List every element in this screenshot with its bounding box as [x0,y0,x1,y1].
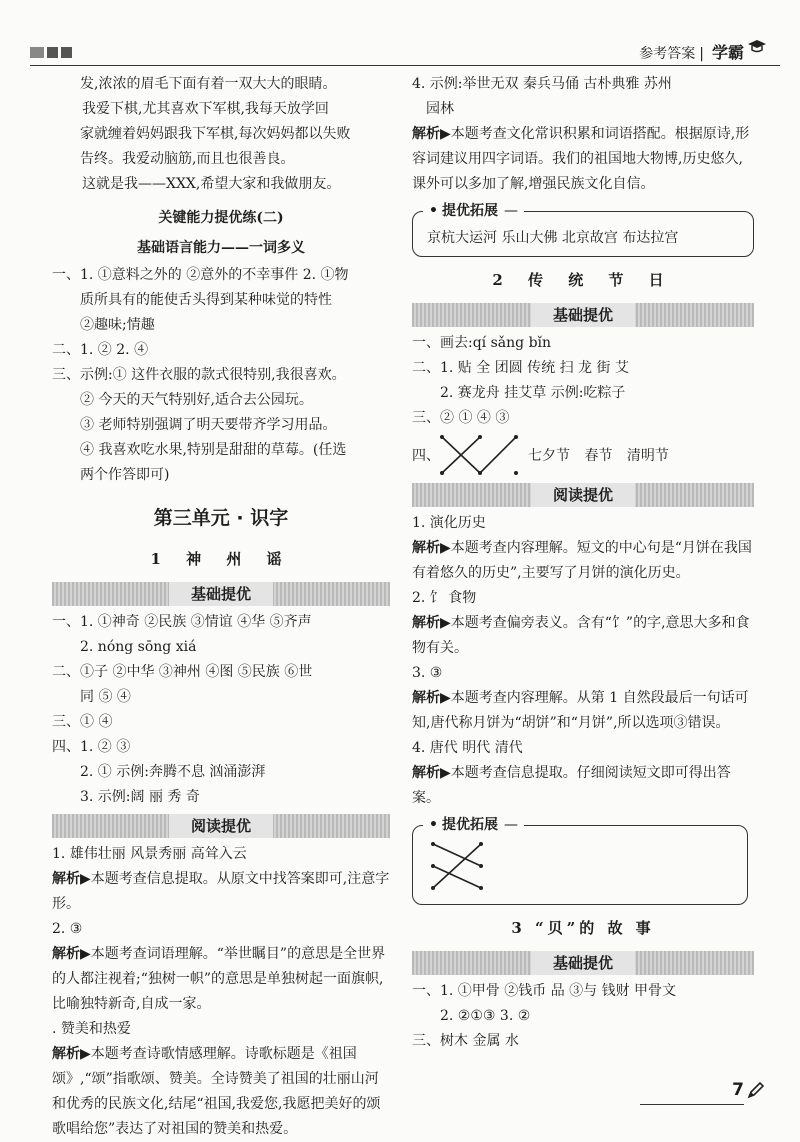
answer-line: 2. nóng sōng xiá [80,639,197,655]
answer-line: 两个作答即可) [80,467,170,483]
section-band [412,483,754,507]
analysis-text: ▶本题考查文化常识积累和词语搭配。根据原诗,形容词建议用四字词语。我们的祖国地大物博,历史悠久,课外可以多加了解,增强民族文化自信。 [412,126,750,192]
extension-label: • 提优拓展 — [423,814,524,836]
analysis-label: 解析 [412,540,440,556]
header-separator: | [699,46,704,62]
graduation-cap-icon [748,38,766,54]
section-band [412,951,754,975]
section-band-label: 阅读提优 [531,483,635,507]
analysis-paragraph [412,122,754,197]
analysis-label: 解析 [52,1046,80,1062]
extension-box [412,817,748,905]
analysis-paragraph [412,761,754,811]
unit-title: 第三单元 · 识字 [153,507,289,529]
page-header [30,38,780,66]
text-line: 告终。我爱动脑筋,而且也很善良。 [80,151,295,167]
header-rule [30,65,780,66]
answer-line: . 赞美和热爱 [52,1021,131,1037]
answer-line: 2. ③ [52,921,83,937]
answer-line: 3. ③ [412,665,443,681]
answer-line: 三、② ① ④ ③ [412,410,510,426]
lesson-title: 3 “贝”的 故 事 [511,919,655,937]
answer-line: 2. 赛龙舟 挂艾草 示例:吃粽子 [440,385,626,401]
answer-line: ② 今天的天气特别好,适合去公园玩。 [80,392,313,408]
lesson-title: 2 传 统 节 日 [492,271,674,289]
text-line: 我爱下棋,尤其喜欢下军棋,我每天放学回 [82,101,329,117]
analysis-label: 解析 [412,615,440,631]
analysis-text: ▶本题考查诗歌情感理解。诗歌标题是《祖国颂》,“颂”指歌颂、赞美。全诗赞美了祖国的壮丽山河和优秀的民族文化,结尾“祖国,我爱您,我愿把美好的颂歌唱给您”表达了对祖国的赞美和热爱。 [52,1046,381,1137]
extension-content: 京杭大运河 乐山大佛 北京故宫 布达拉宫 [427,230,679,246]
analysis-label: 解析 [412,690,440,706]
answer-line: 3. 示例:阔 丽 秀 奇 [80,789,200,805]
answer-line: 三、树木 金属 水 [412,1033,519,1049]
page-number: 7 [732,1080,744,1100]
analysis-paragraph [52,1042,390,1142]
answer-line: 4. 唐代 明代 清代 [412,740,523,756]
section-band-label: 阅读提优 [169,814,273,838]
analysis-paragraph [412,686,754,736]
answer-line: ④ 我喜欢吃水果,特别是甜甜的草莓。(任选 [80,442,347,458]
answer-line: 一、1. ①甲骨 ②钱币 品 ③与 钱财 甲骨文 [412,983,677,999]
matching-answer [412,431,754,479]
analysis-text: ▶本题考查词语理解。“举世瞩目”的意思是全世界的人都注视着;“独树一帜”的意思是单独树起一面旗帜,比喻独特新奇,自成一家。 [52,946,386,1012]
matching-lines-diagram [436,431,520,479]
answer-line: 2. ②①③ 3. ② [440,1008,531,1024]
answer-line: 一、1. ①神奇 ②民族 ③情谊 ④华 ⑤齐声 [52,614,312,630]
analysis-label: 解析 [52,871,80,887]
header-decoration [30,46,75,62]
right-column [412,72,754,1054]
answer-line: 二、1. 贴 全 团圆 传统 扫 龙 街 艾 [412,360,629,376]
answer-line: ③ 老师特别强调了明天要带齐学习用品。 [80,417,337,433]
matching-label: 四、 [412,448,440,464]
analysis-text: ▶本题考查信息提取。从原文中找答案即可,注意字形。 [52,871,390,912]
answer-line: 1. 演化历史 [412,515,486,531]
header-brand: 学霸 [711,43,744,62]
analysis-text: ▶本题考查内容理解。短文的中心句是“月饼在我国有着悠久的历史”,主要写了月饼的演化历史。 [412,540,752,581]
section-band-label: 基础提优 [531,951,635,975]
analysis-text: ▶本题考查内容理解。从第 1 自然段最后一句话可知,唐代称月饼为“胡饼”和“月饼”,所以选项③错误。 [412,690,749,731]
extension-box [412,203,754,257]
practice-subtitle: 基础语言能力——一词多义 [137,240,305,256]
text-line: 这就是我——XXX,希望大家和我做朋友。 [82,176,341,192]
analysis-text: ▶本题考查信息提取。仔细阅读短文即可得出答案。 [412,765,731,806]
header-title: 参考答案 [639,46,696,62]
answer-line: 三、① ④ [52,714,113,730]
answer-line: 质所具有的能使舌头得到某种味觉的特性 [80,292,332,308]
section-band [52,814,390,838]
answer-line: 2. 饣 食物 [412,590,477,606]
answer-line: 二、1. ② 2. ④ [52,342,149,358]
footer-rule [640,1104,744,1105]
extension-label: • 提优拓展 — [423,200,524,222]
answer-line: 一、1. ①意料之外的 ②意外的不幸事件 2. ①物 [52,267,349,283]
section-band [52,582,390,606]
text-line: 发,浓浓的眉毛下面有着一双大大的眼睛。 [80,76,337,92]
answer-line: 4. 示例:举世无双 秦兵马俑 古朴典雅 苏州 [412,76,672,92]
matching-lines-diagram [427,836,487,896]
answer-line: 1. 雄伟壮丽 风景秀丽 高耸入云 [52,846,247,862]
matching-words: 七夕节 春节 清明节 [528,448,669,464]
answer-line: ②趣味;情趣 [80,317,155,333]
analysis-text: ▶本题考查偏旁表义。含有“饣”的字,意思大多和食物有关。 [412,615,750,656]
answer-line: 同 ⑤ ④ [80,689,131,705]
answer-line: 二、①子 ②中华 ③神州 ④图 ⑤民族 ⑥世 [52,664,313,680]
analysis-paragraph [412,536,754,586]
answer-line: 三、示例:① 这件衣服的款式很特别,我很喜欢。 [52,367,346,383]
section-band-label: 基础提优 [531,303,635,327]
answer-line: 园林 [426,101,454,117]
analysis-label: 解析 [412,126,440,142]
analysis-label: 解析 [52,946,80,962]
pen-icon [746,1080,766,1100]
extension-diagram [413,826,747,904]
header-title-group [639,40,744,63]
text-line: 家就缠着妈妈跟我下军棋,每次妈妈都以失败 [80,126,351,142]
lesson-title: 1 神 州 谣 [150,550,292,568]
left-column [52,72,390,1142]
answer-line: 2. ① 示例:奔腾不息 汹涌澎湃 [80,764,266,780]
analysis-paragraph [52,867,390,917]
practice-title: 关键能力提优练(二) [158,210,284,226]
analysis-paragraph [52,942,390,1017]
analysis-paragraph [412,611,754,661]
section-band [412,303,754,327]
answer-line: 一、画去:qí sǎng bǐn [412,335,552,351]
section-band-label: 基础提优 [169,582,273,606]
answer-line: 四、1. ② ③ [52,739,131,755]
analysis-label: 解析 [412,765,440,781]
